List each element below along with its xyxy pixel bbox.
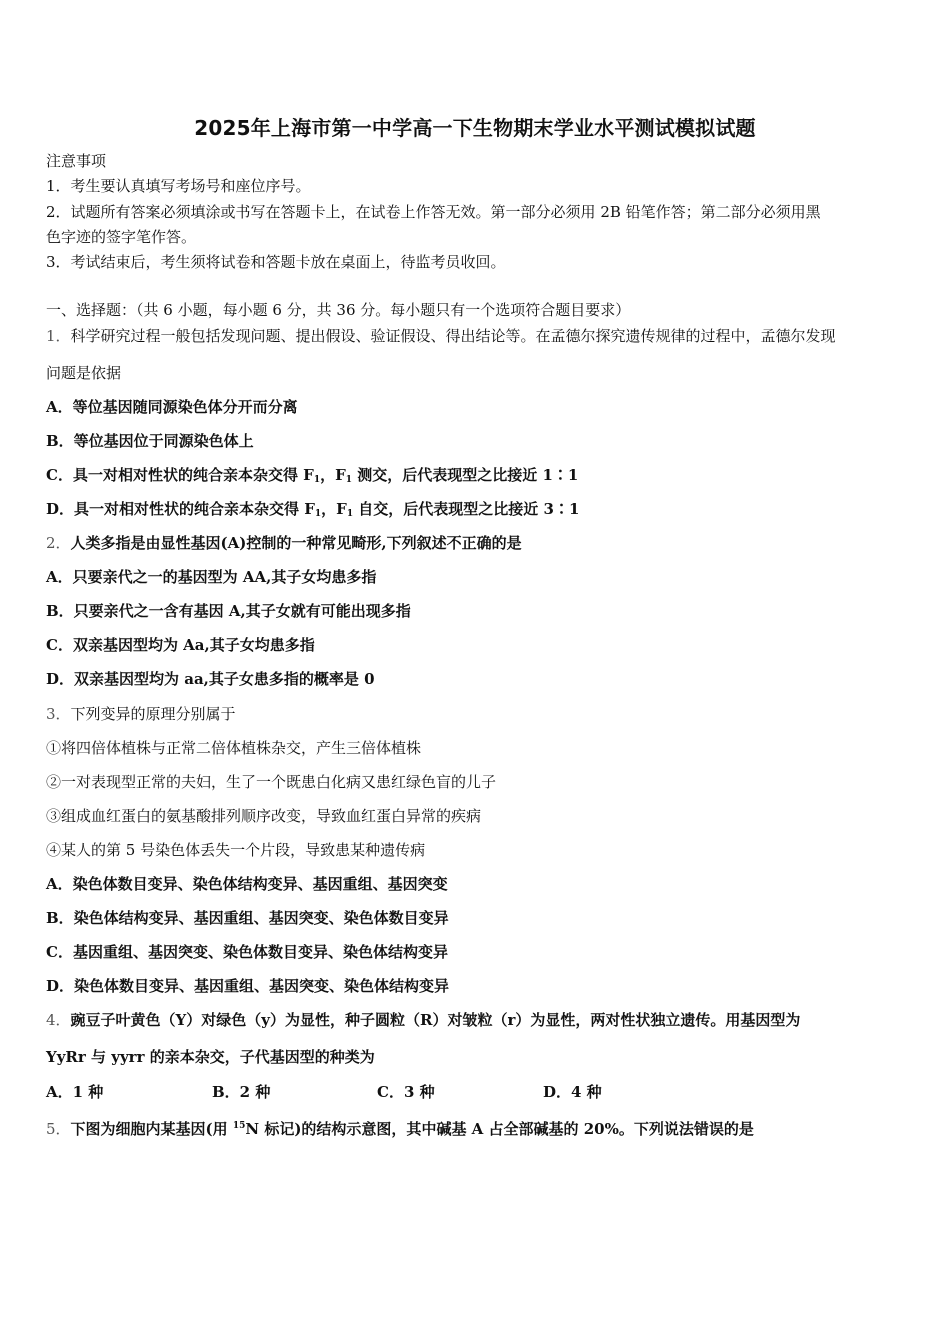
question-2-stem: 2．人类多指是由显性基因(A)控制的一种常见畸形,下列叙述不正确的是 xyxy=(46,534,522,552)
q3-option-a: A．染色体数目变异、染色体结构变异、基因重组、基因突变 xyxy=(46,875,448,893)
question-number: 5． xyxy=(46,1120,71,1138)
q1-option-a: A．等位基因随同源染色体分开而分离 xyxy=(46,398,298,416)
q3-option-c: C．基因重组、基因突变、染色体数目变异、染色体结构变异 xyxy=(46,943,448,961)
question-1-stem-cont: 问题是依据 xyxy=(46,364,122,382)
page-title: 2025年上海市第一中学高一下生物期末学业水平测试模拟试题 xyxy=(194,116,756,140)
q4-option-a: A．1 种 xyxy=(46,1083,104,1101)
q4-option-d: D．4 种 xyxy=(543,1083,602,1101)
question-1-stem xyxy=(46,326,836,346)
notice-item-2: 2．试题所有答案必须填涂或书写在答题卡上，在试卷上作答无效。第一部分必须用 2B 铅笔作答；第二部分必须用黑 xyxy=(46,203,821,221)
question-number: 1． xyxy=(46,327,71,345)
section-heading: 一、选择题：（共 6 小题，每小题 6 分，共 36 分。每小题只有一个选项符合题目要求） xyxy=(46,301,631,319)
q3-item-2: ②一对表现型正常的夫妇，生了一个既患白化病又患红绿色盲的儿子 xyxy=(46,773,497,791)
question-number: 2． xyxy=(46,534,71,552)
q4-option-c: C．3 种 xyxy=(377,1083,435,1101)
q3-item-3: ③组成血红蛋白的氨基酸排列顺序改变，导致血红蛋白异常的疾病 xyxy=(46,807,482,825)
q1-option-d: D．具一对相对性状的纯合亲本杂交得 $F_1$，$F_1$ 自交，后代表现型之比接近 3∶1 xyxy=(46,500,580,519)
q3-item-1: ①将四倍体植株与正常二倍体植株杂交，产生三倍体植株 xyxy=(46,739,422,757)
q1-option-c: C．具一对相对性状的纯合亲本杂交得 $F_1$，$F_1$ 测交，后代表现型之比接近 1∶1 xyxy=(46,466,579,485)
notice-item-2-cont: 色字迹的签字笔作答。 xyxy=(46,228,197,246)
q2-option-c: C．双亲基因型均为 Aa,其子女均患多指 xyxy=(46,636,315,654)
q2-option-b: B．只要亲代之一含有基因 A,其子女就有可能出现多指 xyxy=(46,602,411,620)
question-text: 科学研究过程一般包括发现问题、提出假设、验证假设、得出结论等。在孟德尔探究遗传规律的过程中，孟德尔发现 xyxy=(70,327,836,345)
question-4-stem: 4．豌豆子叶黄色（Y）对绿色（y）为显性，种子圆粒（R）对皱粒（r）为显性，两对性状独立遗传。用基因型为 xyxy=(46,1011,801,1029)
q1-option-b: B．等位基因位于同源染色体上 xyxy=(46,432,254,450)
q2-option-a: A．只要亲代之一的基因型为 AA,其子女均患多指 xyxy=(46,568,377,586)
question-4-stem-cont: YyRr 与 yyrr 的亲本杂交，子代基因型的种类为 xyxy=(46,1048,375,1066)
question-number: 3． xyxy=(46,705,71,723)
q3-option-b: B．染色体结构变异、基因重组、基因突变、染色体数目变异 xyxy=(46,909,449,927)
q4-option-b: B．2 种 xyxy=(212,1083,271,1101)
q3-option-d: D．染色体数目变异、基因重组、基因突变、染色体结构变异 xyxy=(46,977,450,995)
notice-item-1: 1．考生要认真填写考场号和座位序号。 xyxy=(46,177,311,195)
notice-heading: 注意事项 xyxy=(46,152,107,170)
notice-item-3: 3．考试结束后，考生须将试卷和答题卡放在桌面上，待监考员收回。 xyxy=(46,253,506,271)
q2-option-d: D．双亲基因型均为 aa,其子女患多指的概率是 0 xyxy=(46,670,375,688)
question-5-stem: 5．下图为细胞内某基因(用 $^{15}$N 标记)的结构示意图，其中碱基 A 占全部碱基的 20%。下列说法错误的是 xyxy=(46,1120,754,1138)
question-number: 4． xyxy=(46,1011,71,1029)
q3-item-4: ④某人的第 5 号染色体丢失一个片段，导致患某种遗传病 xyxy=(46,841,426,859)
question-3-stem: 3．下列变异的原理分别属于 xyxy=(46,705,236,723)
